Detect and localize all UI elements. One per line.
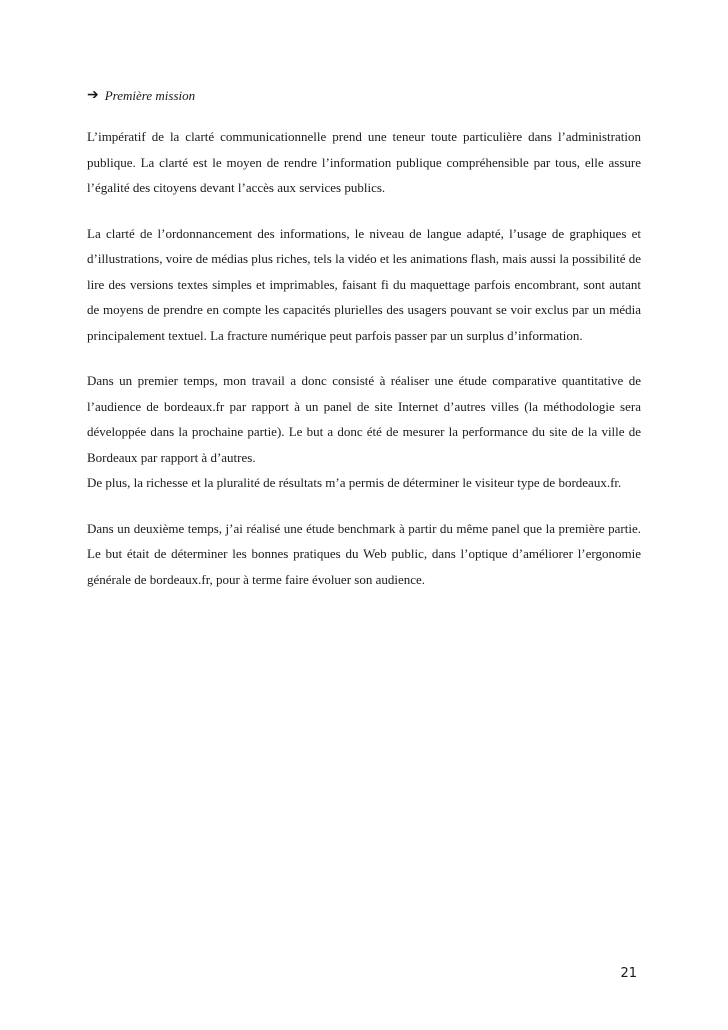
arrow-right-icon: ➔ xyxy=(87,88,99,103)
paragraph-5: Dans un deuxième temps, j’ai réalisé une étude benchmark à partir du même panel que la première partie. Le but était de déterminer les bonnes pratiques du Web public, dans l’optique d’améliorer l’ergonomie générale de bordeaux.fr, pour à terme faire évoluer son audience. xyxy=(87,520,641,587)
paragraph-3: Dans un premier temps, mon travail a donc consisté à réaliser une étude comparative quantitative de l’audience de bordeaux.fr par rapport à un panel de site Internet d’autres villes (la méthodologie sera développée dans la prochaine partie). Le but a donc été de mesurer la performance du site de la ville de Bordeaux par rapport à d’autres. xyxy=(87,373,641,465)
section-heading xyxy=(87,86,641,106)
paragraph-4: De plus, la richesse et la pluralité de résultats m’a permis de déterminer le visiteur type de bordeaux.fr. xyxy=(87,475,622,490)
paragraph-2: La clarté de l’ordonnancement des informations, le niveau de langue adapté, l’usage de graphiques et d’illustrations, voire de médias plus riches, tels la vidéo et les animations flash, mais aussi la possibilité de lire des versions textes simples et imprimables, faisant fi du maquettage parfois encombrant, sont autant de moyens de prendre en compte les capacités plurielles des usagers pouvant se voir exclus par un média principalement textuel. La fracture numérique peut parfois passer par un surplus d’information. xyxy=(87,225,641,343)
paragraph-1: L’impératif de la clarté communicationnelle prend une teneur toute particulière dans l’administration publique. La clarté est le moyen de rendre l’information publique compréhensible par tous, elle assure l’égalité des citoyens devant l’accès aux services publics. xyxy=(87,129,641,195)
section-heading-text: Première mission xyxy=(104,88,196,103)
document-page xyxy=(87,86,641,612)
page-number: 21 xyxy=(620,966,637,981)
